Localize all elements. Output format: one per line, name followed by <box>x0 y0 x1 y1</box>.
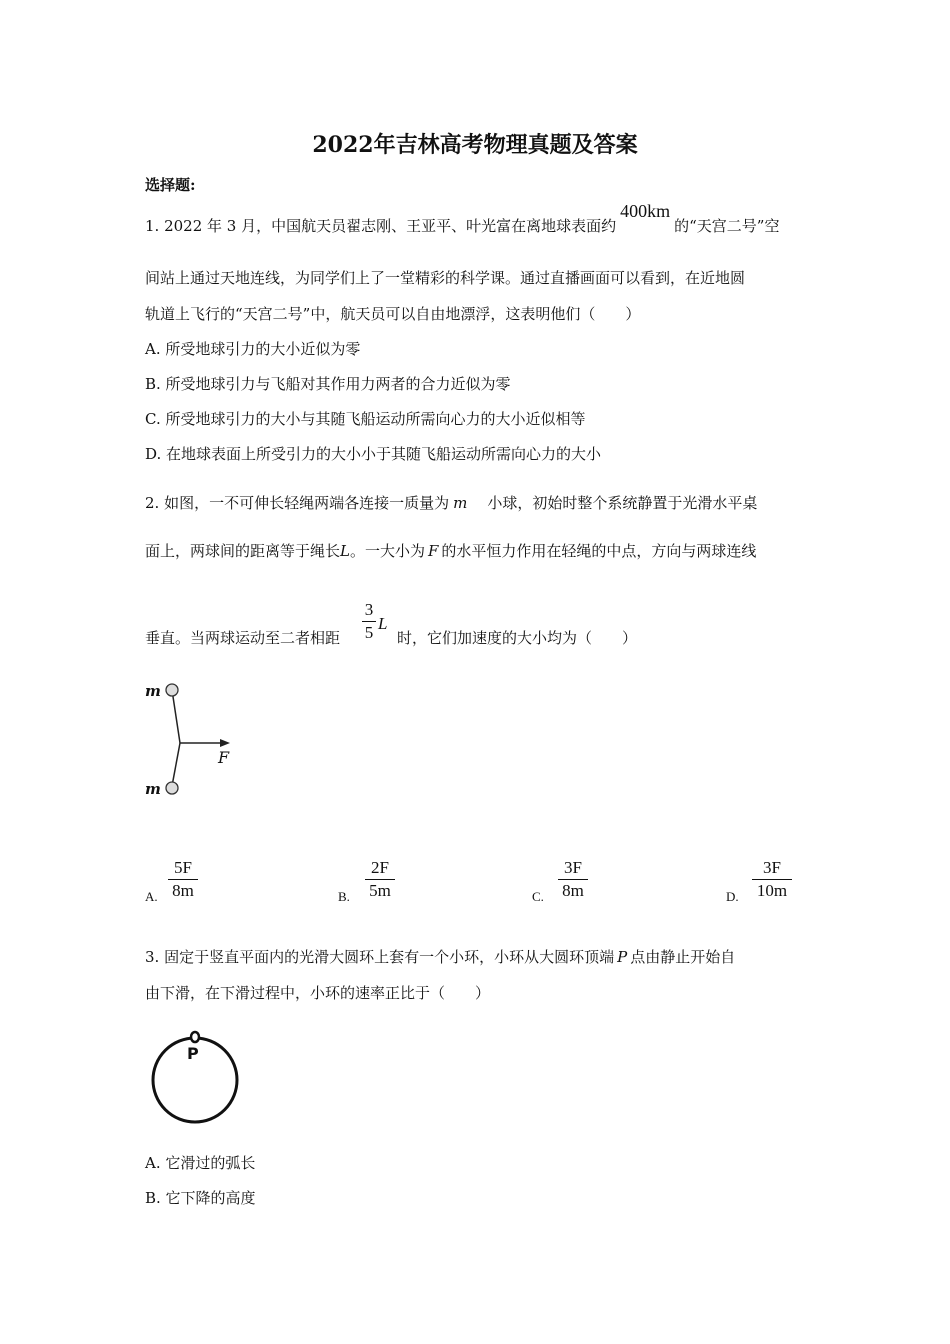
option-denominator: 5m <box>369 881 391 900</box>
page-title: 2022年吉林高考物理真题及答案 <box>312 132 638 158</box>
q1-line1 <box>145 201 780 236</box>
q2-text-d: 。一大小为 <box>349 542 425 560</box>
q2-option-d-label: D. <box>726 889 739 904</box>
option-denominator: 8m <box>562 881 584 900</box>
ring-diagram <box>148 1026 248 1126</box>
option-numerator: 2F <box>371 858 389 877</box>
q1-text-a: 1. 2022 年 3 月，中国航天员翟志刚、王亚平、叶光富在离地球表面约 <box>145 217 617 235</box>
option-denominator: 10m <box>756 881 788 900</box>
q2-line2 <box>145 540 756 561</box>
option-numerator: 3F <box>564 858 582 877</box>
section-heading: 选择题: <box>145 176 196 194</box>
q2-text-e: 的水平恒力作用在轻绳的中点，方向与两球连线 <box>441 542 757 560</box>
arrowhead-icon <box>220 739 230 747</box>
option-denominator: 8m <box>172 881 194 900</box>
q1-text-b: 的“天宫二号”空 <box>674 217 780 235</box>
option-numerator: 3F <box>763 858 781 877</box>
q3-line1 <box>145 946 735 967</box>
q3-option-b: B. 它下降的高度 <box>145 1189 256 1207</box>
small-ring <box>191 1032 199 1042</box>
fraction-bar <box>168 879 198 880</box>
q2-figure <box>140 676 250 806</box>
q1-line2: 间站上通过天地连线，为同学们上了一堂精彩的科学课。通过直播画面可以看到，在近地圆 <box>145 269 746 287</box>
fraction-bar <box>558 879 588 880</box>
ball-top <box>166 684 178 696</box>
q2-option-c-label: C. <box>532 889 544 904</box>
q2-option-a-fraction <box>168 858 198 901</box>
q2-text-b: 小球，初始时整个系统静置于光滑水平桌 <box>487 494 758 512</box>
q2-line3-a: 垂直。当两球运动至二者相距 <box>145 629 341 647</box>
q2-text-c: 面上，两球间的距离等于绳长 <box>145 542 341 560</box>
q1-option-d: D. 在地球表面上所受引力的大小小于其随飞船运动所需向心力的大小 <box>145 445 602 463</box>
q2-option-b-fraction <box>365 858 395 901</box>
label-m-top: m <box>145 682 161 700</box>
q2-text-a: 2. 如图，一不可伸长轻绳两端各连接一质量为 <box>145 494 450 512</box>
q2-option-b-label: B. <box>338 889 350 904</box>
q2-option-d-fraction <box>752 858 792 901</box>
q2-length-symbol: L <box>340 542 350 560</box>
q2-force-symbol: F <box>428 542 439 560</box>
q2-fraction <box>362 600 376 643</box>
option-numerator: 5F <box>174 858 192 877</box>
ball-bottom <box>166 782 178 794</box>
q1-option-b: B. 所受地球引力与飞船对其作用力两者的合力近似为零 <box>145 375 511 393</box>
q3-line2: 由下滑，在下滑过程中，小环的速率正比于（ ） <box>145 984 491 1002</box>
q3-point-symbol: P <box>617 948 628 966</box>
q3-figure <box>148 1026 248 1126</box>
label-m-bottom: m <box>145 780 161 798</box>
q3-option-a: A. 它滑过的弧长 <box>145 1154 256 1172</box>
rope-upper <box>172 690 180 743</box>
fraction-bar <box>362 621 376 622</box>
q1-line3: 轨道上飞行的“天宫二号”中，航天员可以自由地漂浮，这表明他们（ ） <box>145 305 641 323</box>
q2-option-a-label: A. <box>145 889 158 904</box>
label-F: F <box>218 748 230 767</box>
q1-distance: 400km <box>620 201 671 221</box>
fraction-bar <box>365 879 395 880</box>
q2-fraction-L: L <box>378 614 388 633</box>
q1-option-c: C. 所受地球引力的大小与其随飞船运动所需向心力的大小近似相等 <box>145 410 586 428</box>
q1-option-a: A. 所受地球引力的大小近似为零 <box>145 340 361 358</box>
q3-text-b: 点由静止开始自 <box>630 948 736 966</box>
fraction-numerator: 3 <box>364 600 374 619</box>
q2-mass-symbol: m <box>453 494 468 512</box>
fraction-denominator: 5 <box>364 623 374 642</box>
q2-line3-b: 时，它们加速度的大小均为（ ） <box>397 629 638 647</box>
label-P: P <box>187 1044 199 1063</box>
q2-line1 <box>145 492 757 513</box>
rope-lower <box>172 743 180 786</box>
q3-text-a: 3. 固定于竖直平面内的光滑大圆环上套有一个小环，小环从大圆环顶端 <box>145 948 615 966</box>
q2-option-c-fraction <box>558 858 588 901</box>
fraction-bar <box>752 879 792 880</box>
